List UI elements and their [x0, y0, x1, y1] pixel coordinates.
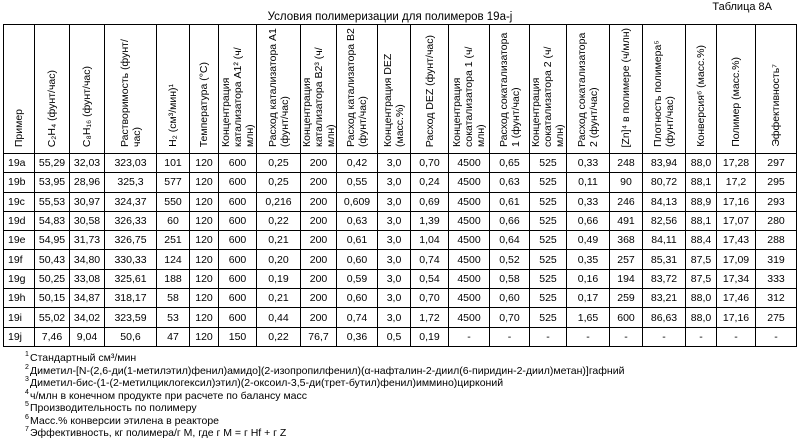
- column-header-label: [Zn]⁴ в полимере (ч/млн): [620, 27, 632, 147]
- table-cell: 0,52: [490, 250, 530, 269]
- table-cell: 200: [301, 289, 337, 308]
- row-label-cell: 19h: [4, 289, 35, 308]
- table-cell: 47: [157, 327, 190, 346]
- table-cell: 88,1: [686, 173, 717, 192]
- table-cell: 200: [301, 250, 337, 269]
- table-cell: 295: [756, 173, 797, 192]
- table-cell: 88,0: [686, 154, 717, 173]
- table-cell: 600: [219, 154, 257, 173]
- table-cell: 17,16: [717, 192, 756, 211]
- column-header: [4, 25, 35, 154]
- table-cell: 4500: [449, 308, 490, 327]
- table-cell: -: [530, 327, 567, 346]
- table-cell: 87,5: [686, 269, 717, 288]
- table-cell: 368: [610, 231, 643, 250]
- table-cell: 4500: [449, 250, 490, 269]
- table-cell: 150: [219, 327, 257, 346]
- column-header-label: Концентрация DEZ (масс.%): [382, 53, 406, 147]
- table-cell: 600: [219, 192, 257, 211]
- table-row: [4, 211, 797, 230]
- table-cell: 0,74: [337, 308, 378, 327]
- table-cell: -: [756, 327, 797, 346]
- table-cell: 200: [301, 211, 337, 230]
- footnote: [25, 376, 624, 390]
- table-cell: -: [449, 327, 490, 346]
- table-cell: 525: [530, 173, 567, 192]
- table-cell: -: [717, 327, 756, 346]
- table-cell: 0,25: [257, 154, 301, 173]
- column-header: [449, 25, 490, 154]
- table-cell: 324,37: [105, 192, 157, 211]
- table-cell: 600: [219, 289, 257, 308]
- table-cell: 200: [301, 173, 337, 192]
- table-cell: 326,75: [105, 231, 157, 250]
- table-cell: 120: [190, 231, 219, 250]
- table-cell: 259: [610, 289, 643, 308]
- footnote-text: ч/млн в конечном продукте при расчете по балансу масс: [30, 389, 308, 402]
- column-header-label: Растворимость (фунт/час): [118, 39, 143, 147]
- table-cell: 28,96: [70, 173, 105, 192]
- footnote-text: Диметил-бис-(1-(2-метилциклогексил)этил)(2-оксоил-3,5-ди(трет-бутил)фенил)иммино)цирконий: [30, 377, 504, 389]
- table-header: [4, 25, 797, 154]
- footnote: [25, 401, 624, 415]
- table-cell: 0,66: [490, 211, 530, 230]
- table-cell: 86,63: [643, 308, 686, 327]
- table-cell: 4500: [449, 192, 490, 211]
- table-cell: 0,5: [378, 327, 411, 346]
- footnote: [25, 351, 624, 365]
- table-cell: 200: [301, 308, 337, 327]
- table-cell: 0,58: [490, 269, 530, 288]
- table-cell: 325,3: [105, 173, 157, 192]
- table-cell: 0,74: [411, 250, 449, 269]
- table-cell: 0,19: [411, 327, 449, 346]
- table-cell: 120: [190, 269, 219, 288]
- table-cell: 525: [530, 250, 567, 269]
- footnotes: [25, 351, 625, 440]
- table-cell: 525: [530, 211, 567, 230]
- table-cell: 200: [301, 231, 337, 250]
- row-label-cell: 19d: [4, 211, 35, 230]
- table-cell: 4500: [449, 289, 490, 308]
- column-header-label: Концентрация сокатализатора 1 (ч/млн): [451, 46, 487, 147]
- table-cell: -: [643, 327, 686, 346]
- table-cell: 0,69: [411, 192, 449, 211]
- table-cell: 53: [157, 308, 190, 327]
- table-cell: 312: [756, 289, 797, 308]
- table-cell: 120: [190, 250, 219, 269]
- footnote-text: Производительность по полимеру: [30, 402, 197, 414]
- table-cell: 491: [610, 211, 643, 230]
- column-header: [157, 25, 190, 154]
- footnote: [25, 413, 624, 428]
- table-cell: 0,16: [567, 269, 610, 288]
- table-cell: 0,25: [257, 173, 301, 192]
- column-header: [567, 25, 610, 154]
- table-cell: 319: [756, 250, 797, 269]
- row-label-cell: 19a: [4, 154, 35, 173]
- table-cell: 55,53: [35, 192, 70, 211]
- table-row: [4, 269, 797, 288]
- column-header-label: Температура (°С): [198, 61, 210, 147]
- table-cell: 55,02: [35, 308, 70, 327]
- table-cell: 0,64: [490, 231, 530, 250]
- table-cell: 0,33: [567, 154, 610, 173]
- table-cell: 0,22: [257, 327, 301, 346]
- column-header: [610, 25, 643, 154]
- table-cell: 0,49: [567, 231, 610, 250]
- column-header-label: Расход сокатализатора 2 (фунт/час): [576, 32, 600, 147]
- table-cell: 288: [756, 231, 797, 250]
- table-cell: 0,63: [337, 211, 378, 230]
- polymerization-conditions-table: [3, 24, 797, 347]
- table-cell: 3,0: [378, 289, 411, 308]
- row-label-cell: 19g: [4, 269, 35, 288]
- table-cell: 0,17: [567, 289, 610, 308]
- table-cell: 550: [157, 192, 190, 211]
- table-cell: 88,0: [686, 289, 717, 308]
- column-header: [717, 25, 756, 154]
- table-row: [4, 327, 797, 346]
- table-cell: 0,60: [337, 250, 378, 269]
- table-cell: 577: [157, 173, 190, 192]
- column-header-label: Пример: [13, 108, 25, 147]
- table-cell: 188: [157, 269, 190, 288]
- table-cell: 0,61: [337, 231, 378, 250]
- table-row: [4, 173, 797, 192]
- table-cell: 0,216: [257, 192, 301, 211]
- table-cell: 0,36: [337, 327, 378, 346]
- footnote-text: Масс.% конверсии этилена в реакторе: [30, 414, 220, 427]
- table-cell: 34,87: [70, 289, 105, 308]
- column-header-label: H₂ (см³/мин)¹: [167, 84, 179, 147]
- table-cell: 0,24: [411, 173, 449, 192]
- footnote: [25, 426, 624, 440]
- table-cell: 83,94: [643, 154, 686, 173]
- row-label-cell: 19i: [4, 308, 35, 327]
- table-cell: 0,609: [337, 192, 378, 211]
- table-cell: 88,9: [686, 192, 717, 211]
- table-cell: 120: [190, 289, 219, 308]
- table-cell: 4500: [449, 211, 490, 230]
- table-cell: 17,09: [717, 250, 756, 269]
- table-cell: 33,08: [70, 269, 105, 288]
- table-cell: 3,0: [378, 250, 411, 269]
- table-cell: 120: [190, 154, 219, 173]
- table-cell: 88,1: [686, 211, 717, 230]
- table-cell: 525: [530, 308, 567, 327]
- column-header-label: Расход катализатора В2 (фунт/час): [345, 28, 369, 147]
- table-row: [4, 231, 797, 250]
- column-header: [35, 25, 70, 154]
- table-cell: 34,02: [70, 308, 105, 327]
- table-cell: 85,31: [643, 250, 686, 269]
- table-cell: 3,0: [378, 231, 411, 250]
- table-cell: 0,21: [257, 289, 301, 308]
- table-cell: 525: [530, 269, 567, 288]
- table-cell: 83,72: [643, 269, 686, 288]
- table-cell: 90: [610, 173, 643, 192]
- footnote-number: 4: [25, 388, 29, 396]
- table-cell: 323,03: [105, 154, 157, 173]
- table-cell: 600: [219, 250, 257, 269]
- table-cell: 600: [219, 231, 257, 250]
- table-cell: 323,59: [105, 308, 157, 327]
- table-cell: 0,42: [337, 154, 378, 173]
- footnote-number: 3: [25, 376, 29, 383]
- table-row: [4, 250, 797, 269]
- table-cell: 333: [756, 269, 797, 288]
- table-cell: 0,70: [411, 289, 449, 308]
- table-cell: 55,29: [35, 154, 70, 173]
- table-cell: 525: [530, 231, 567, 250]
- column-header-label: Концентрация катализатора А1² (ч/млн): [219, 47, 256, 147]
- table-cell: 58: [157, 289, 190, 308]
- footnote: [25, 363, 625, 378]
- table-cell: 1,72: [411, 308, 449, 327]
- table-cell: -: [490, 327, 530, 346]
- footnote: [25, 388, 624, 403]
- table-cell: 32,03: [70, 154, 105, 173]
- table-cell: 120: [190, 211, 219, 230]
- column-header-label: Эффективность⁷: [770, 64, 782, 147]
- table-cell: 30,58: [70, 211, 105, 230]
- table-cell: 0,60: [490, 289, 530, 308]
- table-cell: 600: [219, 211, 257, 230]
- table-cell: 34,80: [70, 250, 105, 269]
- column-header: [190, 25, 219, 154]
- table-cell: 0,65: [490, 154, 530, 173]
- column-header-label: Расход сокатализатора 1 (фунт/час): [497, 32, 522, 147]
- table-cell: 82,56: [643, 211, 686, 230]
- table-cell: 4500: [449, 269, 490, 288]
- table-cell: 525: [530, 192, 567, 211]
- column-header: [337, 25, 378, 154]
- table-cell: 0,22: [257, 211, 301, 230]
- column-header-label: Концентрация катализатора В2³ (ч/млн): [301, 47, 337, 147]
- column-header: [219, 25, 257, 154]
- table-cell: 87,5: [686, 250, 717, 269]
- table-cell: 120: [190, 327, 219, 346]
- table-cell: 17,28: [717, 154, 756, 173]
- footnote-number: 5: [25, 401, 29, 408]
- table-cell: 280: [756, 211, 797, 230]
- footnote-text: Диметил-[N-(2,6-ди(1-метилэтил)фенил)амидо](2-изопропилфенил)(α-нафталин-2-диил(6-пиридин-2-диил)метан)]гафний: [30, 364, 625, 377]
- table-cell: 330,33: [105, 250, 157, 269]
- table-row: [4, 308, 797, 327]
- column-header: [105, 25, 157, 154]
- table-cell: 0,66: [567, 211, 610, 230]
- table-cell: 84,13: [643, 192, 686, 211]
- column-header: [301, 25, 337, 154]
- table-cell: 3,0: [378, 173, 411, 192]
- table-cell: 120: [190, 308, 219, 327]
- table-cell: 50,15: [35, 289, 70, 308]
- table-cell: 600: [219, 173, 257, 192]
- table-cell: 7,46: [35, 327, 70, 346]
- column-header-label: Расход катализатора А1 (фунт/час): [266, 28, 291, 147]
- table-cell: 83,21: [643, 289, 686, 308]
- table-cell: 3,0: [378, 269, 411, 288]
- table-cell: 600: [610, 308, 643, 327]
- table-cell: 0,70: [490, 308, 530, 327]
- table-cell: 194: [610, 269, 643, 288]
- table-cell: 17,2: [717, 173, 756, 192]
- table-cell: -: [610, 327, 643, 346]
- table-cell: 1,65: [567, 308, 610, 327]
- table-number-label: Таблица 8А: [712, 1, 772, 13]
- table-cell: 200: [301, 269, 337, 288]
- table-cell: 293: [756, 192, 797, 211]
- header-row: [4, 25, 797, 154]
- footnote-number: 7: [25, 426, 29, 433]
- table-cell: 3,0: [378, 154, 411, 173]
- table-cell: 0,63: [490, 173, 530, 192]
- row-label-cell: 19j: [4, 327, 35, 346]
- row-label-cell: 19e: [4, 231, 35, 250]
- table-cell: 53,95: [35, 173, 70, 192]
- table-cell: -: [567, 327, 610, 346]
- column-header-label: Плотность полимера⁵ (фунт/час): [652, 40, 676, 147]
- table-cell: 4500: [449, 231, 490, 250]
- table-cell: 0,60: [337, 289, 378, 308]
- table-cell: 50,6: [105, 327, 157, 346]
- row-label-cell: 19b: [4, 173, 35, 192]
- table-row: [4, 154, 797, 173]
- table-cell: 600: [219, 269, 257, 288]
- table-cell: 275: [756, 308, 797, 327]
- table-cell: 0,70: [411, 154, 449, 173]
- table-cell: 88,4: [686, 231, 717, 250]
- table-cell: 30,97: [70, 192, 105, 211]
- column-header: [756, 25, 797, 154]
- table-cell: 0,44: [257, 308, 301, 327]
- column-header-label: Полимер (масс.%): [730, 57, 742, 147]
- table-cell: 251: [157, 231, 190, 250]
- table-cell: 525: [530, 154, 567, 173]
- column-header-label: Конверсия⁶ (масс.%): [695, 45, 707, 147]
- table-cell: 0,35: [567, 250, 610, 269]
- table-cell: 120: [190, 173, 219, 192]
- column-header: [686, 25, 717, 154]
- table-row: [4, 192, 797, 211]
- table-cell: 4500: [449, 154, 490, 173]
- table-cell: 17,46: [717, 289, 756, 308]
- table-cell: 0,19: [257, 269, 301, 288]
- table-cell: 3,0: [378, 308, 411, 327]
- table-cell: 525: [530, 289, 567, 308]
- table-cell: 0,20: [257, 250, 301, 269]
- table-cell: 0,59: [337, 269, 378, 288]
- footnote-number: 1: [25, 351, 29, 358]
- row-label-cell: 19f: [4, 250, 35, 269]
- column-header: [378, 25, 411, 154]
- table-cell: 17,43: [717, 231, 756, 250]
- table-cell: 0,61: [490, 192, 530, 211]
- table-cell: 0,33: [567, 192, 610, 211]
- table-cell: 4500: [449, 173, 490, 192]
- table-cell: 101: [157, 154, 190, 173]
- table-cell: 54,95: [35, 231, 70, 250]
- table-cell: 325,61: [105, 269, 157, 288]
- column-header-label: Концентрация сокатализатора 2 (ч/млн): [530, 46, 566, 147]
- table-cell: 326,33: [105, 211, 157, 230]
- footnote-text: Эффективность, кг полимера/г М, где г М = г Hf + г Z: [30, 427, 287, 439]
- footnote-text: Стандартный см³/мин: [30, 352, 137, 364]
- table-cell: 200: [301, 192, 337, 211]
- table-cell: 120: [190, 192, 219, 211]
- table-cell: 3,0: [378, 192, 411, 211]
- table-cell: 600: [219, 308, 257, 327]
- column-header: [411, 25, 449, 154]
- table-cell: 318,17: [105, 289, 157, 308]
- column-header-label: C₈H₁₆ (фунт/час): [81, 65, 93, 147]
- table-cell: 60: [157, 211, 190, 230]
- table-cell: 1,04: [411, 231, 449, 250]
- table-cell: -: [686, 327, 717, 346]
- table-cell: 17,07: [717, 211, 756, 230]
- table-cell: 76,7: [301, 327, 337, 346]
- column-header: [643, 25, 686, 154]
- table-cell: 248: [610, 154, 643, 173]
- table-cell: 1,39: [411, 211, 449, 230]
- column-header: [70, 25, 105, 154]
- column-header-label: Расход DEZ (фунт/час): [423, 34, 436, 147]
- table-cell: 200: [301, 154, 337, 173]
- table-cell: 54,83: [35, 211, 70, 230]
- table-cell: 9,04: [70, 327, 105, 346]
- table-cell: 88,0: [686, 308, 717, 327]
- column-header: [530, 25, 567, 154]
- table-cell: 0,55: [337, 173, 378, 192]
- table-cell: 17,34: [717, 269, 756, 288]
- footnote-number: 6: [25, 413, 29, 421]
- column-header-label: C₂H₄ (фунт/час): [46, 69, 58, 147]
- table-cell: 0,11: [567, 173, 610, 192]
- table-cell: 50,43: [35, 250, 70, 269]
- table-cell: 31,73: [70, 231, 105, 250]
- table-cell: 0,21: [257, 231, 301, 250]
- table-row: [4, 289, 797, 308]
- table-cell: 297: [756, 154, 797, 173]
- table-body: [4, 154, 797, 347]
- table-cell: 124: [157, 250, 190, 269]
- table-cell: 0,54: [411, 269, 449, 288]
- column-header: [257, 25, 301, 154]
- table-cell: 84,11: [643, 231, 686, 250]
- table-cell: 80,72: [643, 173, 686, 192]
- table-cell: 17,16: [717, 308, 756, 327]
- table-cell: 50,25: [35, 269, 70, 288]
- row-label-cell: 19c: [4, 192, 35, 211]
- column-header: [490, 25, 530, 154]
- table-cell: 257: [610, 250, 643, 269]
- table-cell: 246: [610, 192, 643, 211]
- footnote-number: 2: [25, 363, 29, 371]
- table-cell: 3,0: [378, 211, 411, 230]
- table-caption: Условия полимеризации для полимеров 19a-j: [267, 11, 513, 23]
